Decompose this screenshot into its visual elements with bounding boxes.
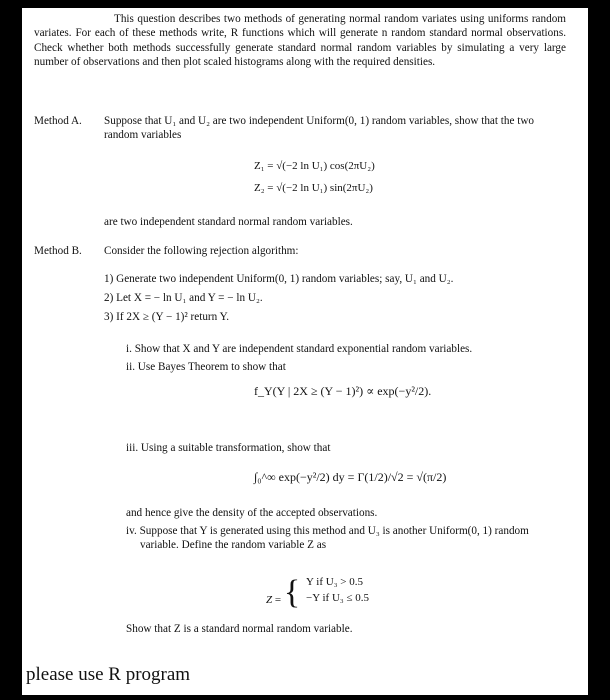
part-iii: iii. Using a suitable transformation, show that <box>126 442 331 454</box>
question-page <box>22 8 588 695</box>
algorithm-step-3: 3) If 2X ≥ (Y − 1)² return Y. <box>104 311 230 323</box>
part-iv: iv. Suppose that Y is generated using this method and U₃ is another Uniform(0, 1) random variable. Define the random variable Z as <box>126 525 529 552</box>
z-definition: Z = { <box>266 574 301 611</box>
part-ii: ii. Use Bayes Theorem to show that <box>126 361 286 373</box>
part-i: i. Show that X and Y are independent standard exponential random variables. <box>126 343 473 355</box>
integral-equation: ∫₀^∞ exp(−y²/2) dy = Γ(1/2)/√2 = √(π/2) <box>254 470 447 484</box>
method-b-text: Consider the following rejection algorithm: <box>104 245 299 257</box>
left-brace: { <box>283 574 301 611</box>
bayes-equation: f_Y(Y | 2X ≥ (Y − 1)²) ∝ exp(−y²/2). <box>254 384 432 398</box>
method-b-label: Method B. <box>34 245 82 257</box>
part-iv-conclusion: Show that Z is a standard normal random variable. <box>126 623 353 635</box>
algorithm-step-1: 1) Generate two independent Uniform(0, 1) random variables; say, U₁ and U₂. <box>104 273 454 285</box>
z-case-2: −Y if U₃ ≤ 0.5 <box>306 592 370 604</box>
method-a-text: Suppose that U₁ and U₂ are two independent Uniform(0, 1) random variables, show that the two random variables <box>104 115 535 142</box>
method-a-equation-1: Z₁ = √(−2 ln U₁) cos(2πU₂) <box>254 160 375 172</box>
part-iii-conclusion: and hence give the density of the accepted observations. <box>126 507 378 519</box>
method-a-conclusion: are two independent standard normal random variables. <box>104 216 353 228</box>
method-a-equation-2: Z₂ = √(−2 ln U₁) sin(2πU₂) <box>254 182 373 194</box>
footer-note: please use R program <box>26 664 191 685</box>
z-case-1: Y if U₃ > 0.5 <box>306 576 363 588</box>
method-a-label: Method A. <box>34 115 82 127</box>
algorithm-step-2: 2) Let X = − ln U₁ and Y = − ln U₂. <box>104 292 263 304</box>
intro-paragraph: This question describes two methods of generating normal random variates using uniforms random variates. For each of these methods write, R functions which will generate n random standard normal observations. Check whether both methods successfully generate standard normal random variables by simulating a very large number of observations and then plot scaled histograms along with the required densities. <box>34 13 566 68</box>
